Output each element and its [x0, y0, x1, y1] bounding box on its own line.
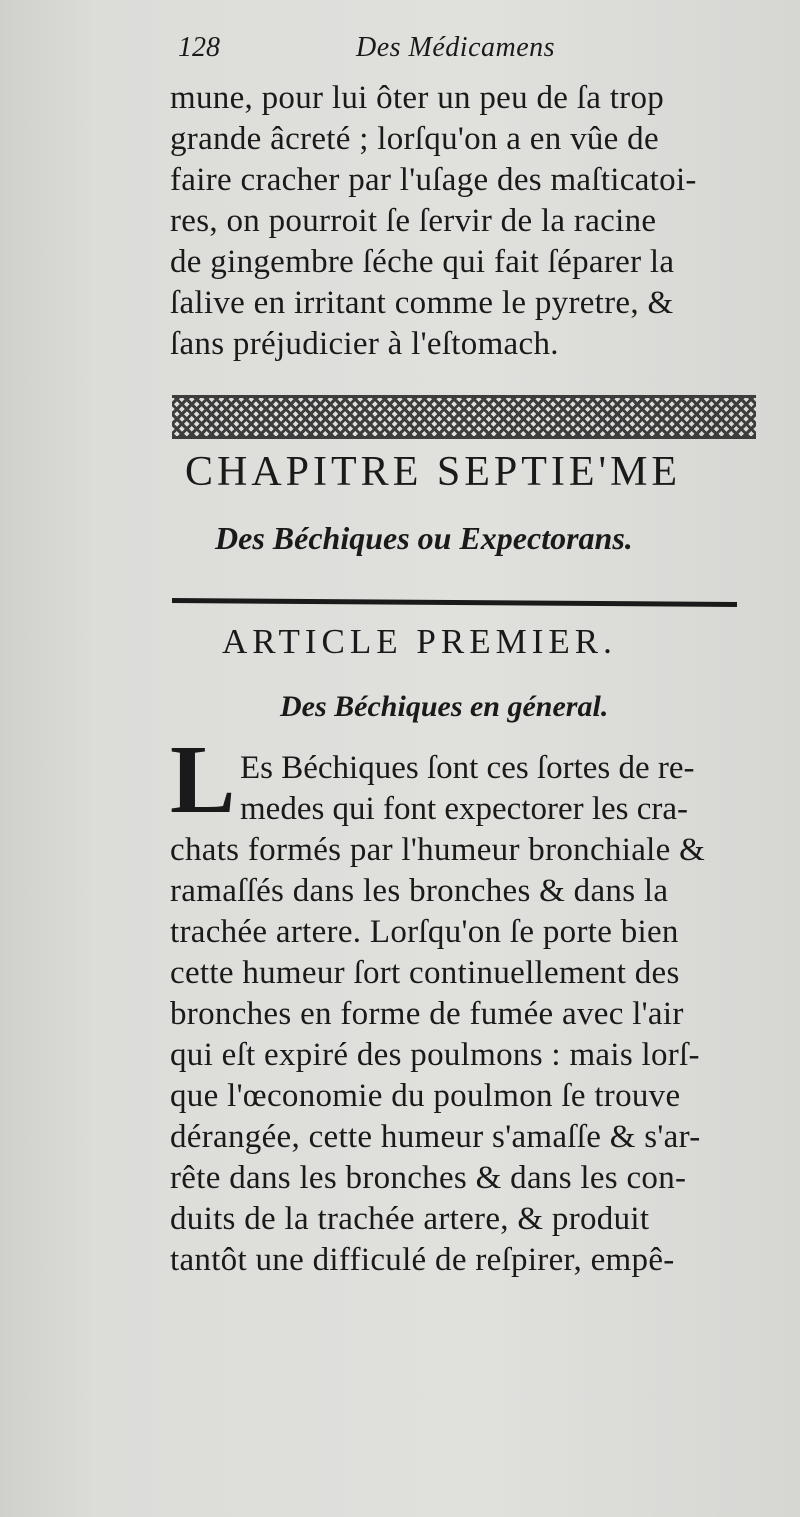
- body-paragraph: [170, 830, 770, 1281]
- chapter-subtitle: Des Béchiques ou Expectorans.: [215, 520, 633, 556]
- top-paragraph: [170, 78, 770, 365]
- text-line: res, on pourroit ſe ſervir de la racine: [170, 203, 657, 239]
- text-line: Es Béchiques ſont ces ſortes de re-: [240, 750, 695, 786]
- body-first-lines: [240, 748, 695, 830]
- text-line: de gingembre ſéche qui fait ſéparer la: [170, 244, 675, 280]
- text-line: que l'œconomie du poulmon ſe trouve: [170, 1078, 681, 1114]
- text-line: faire cracher par l'uſage des maſticatoi-: [170, 162, 697, 198]
- text-line: ſalive en irritant comme le pyretre, &: [170, 285, 674, 321]
- running-head: [178, 32, 738, 72]
- article-subtitle: Des Béchiques en géneral.: [280, 690, 609, 723]
- text-line: tantôt une difficulé de reſpirer, empê-: [170, 1242, 675, 1278]
- chapter-title: CHAPITRE SEPTIE'ME: [185, 449, 682, 495]
- text-line: mune, pour lui ôter un peu de ſa trop: [170, 80, 665, 116]
- ornamental-band: [172, 395, 756, 439]
- text-line: qui eſt expiré des poulmons : mais lorſ-: [170, 1037, 700, 1073]
- text-line: grande âcreté ; lorſqu'on a en vûe de: [170, 121, 659, 157]
- text-line: rête dans les bronches & dans les con-: [170, 1160, 687, 1196]
- text-line: medes qui font expectorer les cra-: [240, 791, 689, 827]
- text-line: bronches en forme de fumée avec l'air: [170, 996, 684, 1032]
- text-line: chats formés par l'humeur bronchiale &: [170, 832, 706, 868]
- text-line: dérangée, cette humeur s'amaſſe & s'ar-: [170, 1119, 701, 1155]
- text-line: trachée artere. Lorſqu'on ſe porte bien: [170, 914, 679, 950]
- running-title: Des Médicamens: [356, 32, 556, 63]
- text-line: cette humeur ſort continuellement des: [170, 955, 680, 991]
- text-line: duits de la trachée artere, & produit: [170, 1201, 650, 1237]
- horizontal-rule: [172, 598, 737, 607]
- article-title: ARTICLE PREMIER.: [222, 622, 617, 661]
- text-line: ramaſſés dans les bronches & dans la: [170, 873, 669, 909]
- page-number: 128: [178, 32, 220, 63]
- drop-cap: L: [170, 726, 236, 834]
- text-line: ſans préjudicier à l'eſtomach.: [170, 326, 559, 362]
